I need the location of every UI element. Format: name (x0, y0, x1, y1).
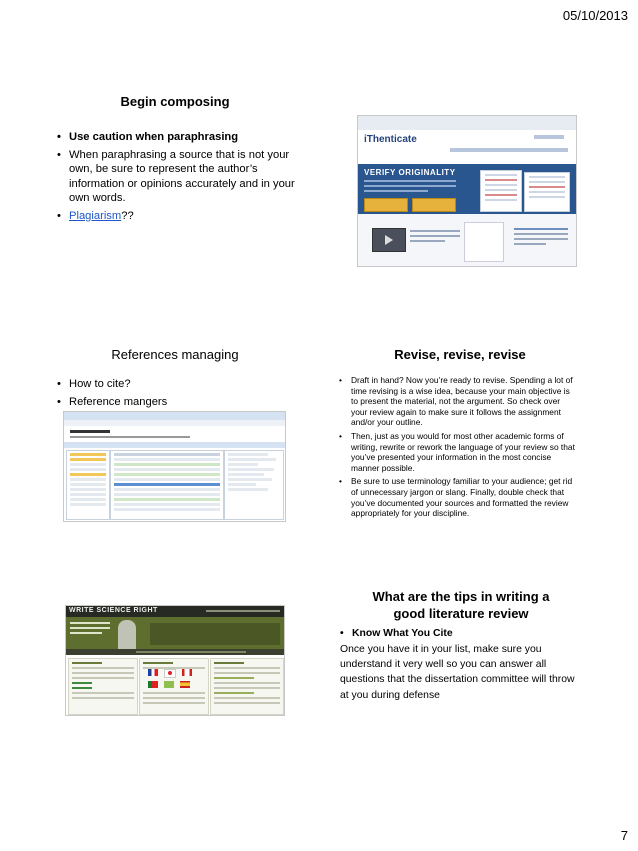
wsr-nav-items (136, 651, 246, 653)
play-icon (385, 235, 393, 245)
ith-video-thumbnail (372, 228, 406, 252)
slide1-bullet-list (57, 130, 297, 227)
ith-logo: iThenticate (364, 134, 417, 145)
page-date: 05/10/2013 (562, 8, 628, 23)
flag-brazil-icon (164, 681, 174, 688)
flag-japan-icon (164, 669, 176, 678)
slide3-bullet-1 (57, 377, 297, 392)
wsr-column-1 (68, 658, 138, 715)
flag-spain-icon (180, 681, 190, 688)
wsr-column-2 (139, 658, 209, 715)
wsr-hero-text (70, 622, 110, 637)
slide1-bullet-1-text: Use caution when paraphrasing (69, 131, 239, 143)
ith-browser-bar (358, 116, 576, 130)
ith-button-organizations (412, 198, 456, 212)
rm-title-bar (64, 412, 285, 420)
ithenticate-screenshot (357, 115, 577, 267)
ith-site-header (358, 130, 576, 165)
rm-header-title (70, 430, 110, 433)
wsr-logo: WRITE SCIENCE RIGHT (69, 607, 158, 614)
rm-toolbar (64, 442, 285, 448)
flag-portugal-icon (148, 681, 158, 688)
slide4-bullet-2 (339, 431, 577, 473)
wsr-hero-banner (66, 617, 284, 649)
plagiarism-link[interactable]: Plagiarism (69, 209, 122, 222)
ith-page-body (358, 214, 576, 266)
slide1-bullet-2-text: When paraphrasing a source that is not your own, be sure to represent the author’s information or opinions accurately and in your own words. (69, 148, 295, 205)
ith-headline: VERIFY ORIGINALITY (364, 168, 456, 177)
ith-nav-bar (450, 148, 568, 152)
ith-sample-report (464, 222, 504, 262)
ith-banner-text-lines (364, 180, 456, 195)
slide3-bullet-2 (57, 395, 297, 410)
wsr-hero-person (118, 620, 136, 649)
slide6-bullet-1-text: Know What You Cite (352, 628, 453, 639)
wsr-nav-bar (66, 649, 284, 655)
slide4-bullet-1 (339, 375, 577, 428)
wsr-top-links (206, 610, 280, 612)
slide4-bullet-list (339, 375, 577, 522)
slide4-bullet-1-text: Draft in hand? Now you’re ready to revise. Spending a lot of time revising is a wise idea, because your main objective is to present the material, not the argument. So check over your review again to make sure it follows the assignment and/or your outline. (351, 375, 573, 428)
slide6-paragraph: Once you have it in your list, make sure you understand it very well so you can answer all questions that the dissertation committee will throw at you during defense (340, 644, 575, 701)
slide1-bullet-3 (57, 209, 297, 224)
slide3-bullet-2-text: Reference mangers (69, 395, 168, 408)
slide4-bullet-2-text: Then, just as you would for most other academic forms of writing, rewrite or rework the language of your review so that you’ve presented your information in the most concise manner possible. (351, 430, 575, 473)
rm-header-area (64, 426, 285, 443)
slide6-title: What are the tips in writing a good literature review (372, 589, 550, 621)
slide4-title: Revise, revise, revise (394, 347, 526, 362)
slide3-bullet-list (57, 377, 297, 412)
ith-button-authors (364, 198, 408, 212)
ith-login-link (534, 135, 564, 139)
rm-folder-tree (66, 450, 110, 520)
wsr-column-3 (210, 658, 284, 715)
reference-manager-screenshot (63, 411, 286, 522)
ith-report-doc-2 (524, 172, 570, 212)
slide1-bullet-3-suffix: ?? (121, 209, 134, 222)
flag-france-icon (148, 669, 158, 676)
page-number: 7 (620, 828, 628, 843)
slide1-bullet-1 (57, 130, 297, 145)
rm-detail-pane (224, 450, 284, 520)
wsr-flags (148, 669, 192, 688)
slide3-title: References managing (111, 347, 239, 362)
slide4-bullet-3 (339, 476, 577, 518)
ith-report-doc-1 (480, 170, 522, 212)
rm-reference-list (110, 450, 224, 520)
rm-header-sub (70, 436, 190, 438)
flag-canada-icon (182, 669, 192, 676)
slide1-bullet-2 (57, 148, 297, 206)
ith-body-text-2 (514, 228, 568, 245)
ith-banner (358, 164, 576, 214)
wsr-header (66, 606, 284, 617)
ith-body-text-1 (410, 230, 460, 242)
write-science-right-screenshot (65, 605, 285, 716)
slide3-bullet-1-text: How to cite? (69, 378, 131, 390)
slide1-title: Begin composing (120, 94, 230, 109)
wsr-hero-lab-image (150, 623, 280, 645)
slide4-bullet-3-text: Be sure to use terminology familiar to your audience; get rid of unnecessary jargon or slang. Finally, double check that you’ve documented your sources and formatted the review appropriately for your discipline. (351, 476, 573, 519)
slide6-bullet-1 (340, 627, 580, 642)
